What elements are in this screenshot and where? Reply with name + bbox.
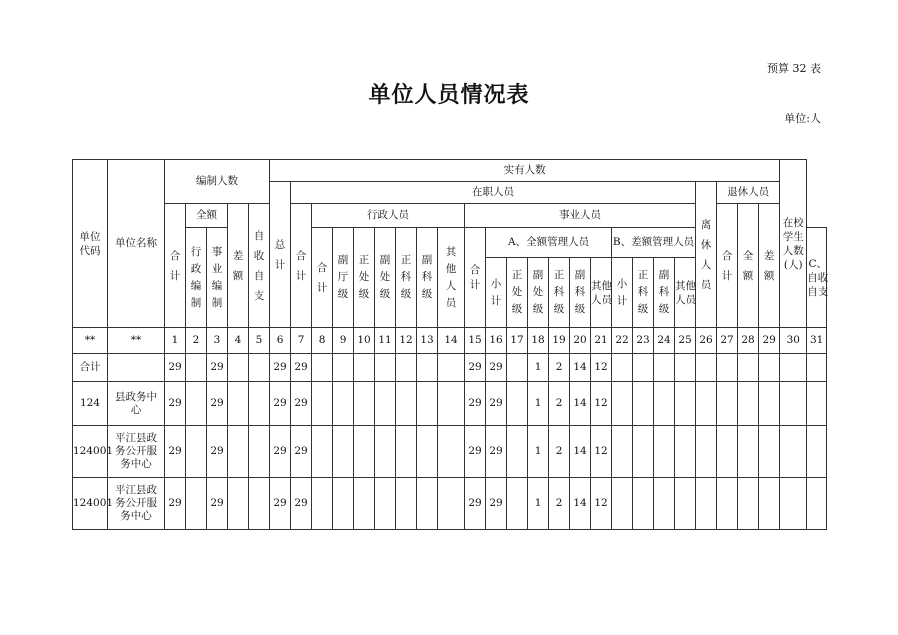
header-b-deputy-section: 副科级 <box>654 258 675 328</box>
column-index-cell: 12 <box>396 328 417 354</box>
value-cell <box>312 426 333 478</box>
header-full-amount: 全额 <box>186 204 228 228</box>
value-cell <box>696 426 717 478</box>
value-cell <box>654 426 675 478</box>
value-cell <box>396 382 417 426</box>
column-index-cell: 11 <box>375 328 396 354</box>
value-cell <box>228 354 249 382</box>
value-cell <box>312 354 333 382</box>
value-cell <box>633 354 654 382</box>
header-a-section-chief: 正科级 <box>549 258 570 328</box>
value-cell: 1 <box>528 478 549 530</box>
column-index-cell: 17 <box>507 328 528 354</box>
value-cell <box>249 478 270 530</box>
column-index-cell: 2 <box>186 328 207 354</box>
value-cell <box>654 478 675 530</box>
table-row <box>73 354 827 382</box>
column-index-cell: 7 <box>291 328 312 354</box>
value-cell <box>807 382 827 426</box>
value-cell: 2 <box>549 426 570 478</box>
column-index-cell: 15 <box>465 328 486 354</box>
header-institution-staff: 事业人员 <box>465 204 696 228</box>
value-cell <box>807 354 827 382</box>
value-cell <box>633 426 654 478</box>
column-index-cell: 22 <box>612 328 633 354</box>
value-cell: 14 <box>570 382 591 426</box>
column-index-cell: 4 <box>228 328 249 354</box>
header-admin-other: 其他人员 <box>438 228 465 328</box>
column-index-cell: 8 <box>312 328 333 354</box>
value-cell: 29 <box>486 382 507 426</box>
value-cell <box>249 354 270 382</box>
table-row <box>73 478 827 530</box>
column-index-cell: 6 <box>270 328 291 354</box>
value-cell <box>675 382 696 426</box>
header-actual: 实有人数 <box>270 160 780 182</box>
header-b-subtotal: 小计 <box>612 258 633 328</box>
value-cell <box>417 382 438 426</box>
value-cell <box>759 426 780 478</box>
header-admin-staffing: 行政编制 <box>186 228 207 328</box>
header-staffing: 编制人数 <box>165 160 270 204</box>
column-index-cell: 29 <box>759 328 780 354</box>
value-cell <box>696 478 717 530</box>
value-cell <box>438 354 465 382</box>
value-cell <box>780 382 807 426</box>
value-cell: 14 <box>570 354 591 382</box>
value-cell <box>507 382 528 426</box>
value-cell <box>675 426 696 478</box>
value-cell: 12 <box>591 478 612 530</box>
value-cell <box>375 354 396 382</box>
value-cell <box>186 354 207 382</box>
value-cell <box>186 478 207 530</box>
unit-name-text: 县政务中心 <box>115 390 157 416</box>
value-cell <box>333 426 354 478</box>
unit-name-text: 平江县政务公开服务中心 <box>115 484 157 522</box>
value-cell: 1 <box>528 354 549 382</box>
unit-label: 单位:人 <box>784 112 821 125</box>
header-a-deputy-section: 副科级 <box>570 258 591 328</box>
header-c-self-funded: C、自收自支 <box>807 228 827 328</box>
header-retired-total: 合计 <box>717 204 738 328</box>
value-cell <box>417 478 438 530</box>
value-cell <box>738 354 759 382</box>
value-cell <box>396 426 417 478</box>
value-cell: 12 <box>591 382 612 426</box>
header-grand-total: 总计 <box>270 182 291 328</box>
value-cell <box>186 382 207 426</box>
unit-name-cell <box>108 354 165 382</box>
value-cell: 1 <box>528 426 549 478</box>
value-cell: 29 <box>270 426 291 478</box>
header-inst-total: 合计 <box>465 228 486 328</box>
value-cell <box>333 478 354 530</box>
column-index-cell: 1 <box>165 328 186 354</box>
column-index-cell: 13 <box>417 328 438 354</box>
value-cell <box>228 426 249 478</box>
column-index-cell: 31 <box>807 328 827 354</box>
value-cell: 1 <box>528 382 549 426</box>
value-cell <box>249 382 270 426</box>
value-cell <box>396 478 417 530</box>
column-index-cell: 20 <box>570 328 591 354</box>
value-cell: 29 <box>165 354 186 382</box>
header-self-funded: 自收自支 <box>249 204 270 328</box>
column-index-cell: 24 <box>654 328 675 354</box>
unit-code-cell: 合计 <box>73 354 108 382</box>
header-deputy-bureau: 副厅级 <box>333 228 354 328</box>
value-cell: 29 <box>486 354 507 382</box>
header-retired-diff: 差额 <box>759 204 780 328</box>
value-cell <box>312 478 333 530</box>
value-cell <box>186 426 207 478</box>
value-cell <box>312 382 333 426</box>
value-cell: 29 <box>291 478 312 530</box>
column-index-cell: 10 <box>354 328 375 354</box>
value-cell <box>228 382 249 426</box>
value-cell: 29 <box>207 426 228 478</box>
value-cell: 29 <box>291 382 312 426</box>
value-cell: 14 <box>570 478 591 530</box>
value-cell: 29 <box>270 382 291 426</box>
value-cell <box>354 478 375 530</box>
index-code: ** <box>73 328 108 354</box>
column-index-row <box>73 328 827 354</box>
value-cell: 29 <box>465 382 486 426</box>
value-cell <box>780 426 807 478</box>
value-cell <box>507 478 528 530</box>
column-index-cell: 5 <box>249 328 270 354</box>
header-admin-staff: 行政人员 <box>312 204 465 228</box>
value-cell <box>375 478 396 530</box>
value-cell: 29 <box>165 478 186 530</box>
value-cell <box>633 382 654 426</box>
value-cell: 12 <box>591 354 612 382</box>
form-number: 预算 32 表 <box>767 62 821 75</box>
header-in-service-total: 合计 <box>291 204 312 328</box>
column-index-cell: 14 <box>438 328 465 354</box>
value-cell: 29 <box>486 478 507 530</box>
value-cell <box>759 478 780 530</box>
value-cell <box>780 478 807 530</box>
header-a-full-mgmt: A、全额管理人员 <box>486 228 612 258</box>
header-deputy-section: 副科级 <box>417 228 438 328</box>
value-cell <box>717 382 738 426</box>
value-cell <box>438 426 465 478</box>
value-cell <box>333 382 354 426</box>
value-cell <box>759 382 780 426</box>
personnel-table <box>72 159 827 530</box>
header-b-other: 其他人员 <box>675 258 696 328</box>
value-cell: 2 <box>549 382 570 426</box>
unit-name-text: 平江县政务公开服务中心 <box>115 432 157 470</box>
table-row <box>73 382 827 426</box>
unit-code-cell: 124001 <box>73 426 108 478</box>
column-index-cell: 30 <box>780 328 807 354</box>
value-cell <box>717 478 738 530</box>
header-a-deputy-division: 副处级 <box>528 258 549 328</box>
header-deputy-division: 副处级 <box>375 228 396 328</box>
value-cell <box>675 354 696 382</box>
value-cell <box>633 478 654 530</box>
header-a-other: 其他人员 <box>591 258 612 328</box>
value-cell <box>654 382 675 426</box>
value-cell <box>612 354 633 382</box>
value-cell: 29 <box>465 354 486 382</box>
value-cell: 29 <box>486 426 507 478</box>
value-cell <box>780 354 807 382</box>
unit-name-cell <box>108 382 165 426</box>
column-index-cell: 19 <box>549 328 570 354</box>
header-a-subtotal: 小计 <box>486 258 507 328</box>
value-cell <box>417 426 438 478</box>
value-cell <box>375 382 396 426</box>
column-index-cell: 28 <box>738 328 759 354</box>
value-cell <box>507 354 528 382</box>
column-index-cell: 9 <box>333 328 354 354</box>
header-a-division-chief: 正处级 <box>507 258 528 328</box>
value-cell: 29 <box>465 426 486 478</box>
header-staffing-total: 合计 <box>165 204 186 328</box>
value-cell <box>717 354 738 382</box>
value-cell <box>375 426 396 478</box>
header-students: 在校学生人数(人) <box>780 160 807 328</box>
column-index-cell: 3 <box>207 328 228 354</box>
header-unit-code: 单位代码 <box>73 160 108 328</box>
value-cell: 29 <box>291 354 312 382</box>
header-retired-off: 离休人员 <box>696 182 717 328</box>
value-cell: 29 <box>207 478 228 530</box>
value-cell <box>438 382 465 426</box>
header-retired-full: 全额 <box>738 204 759 328</box>
value-cell: 29 <box>465 478 486 530</box>
value-cell <box>654 354 675 382</box>
index-name: ** <box>108 328 165 354</box>
value-cell <box>354 354 375 382</box>
header-diff-amount: 差额 <box>228 204 249 328</box>
header-b-diff-mgmt: B、差额管理人员 <box>612 228 696 258</box>
value-cell <box>696 354 717 382</box>
header-b-section-chief: 正科级 <box>633 258 654 328</box>
header-retired: 退休人员 <box>717 182 780 204</box>
unit-name-cell <box>108 478 165 530</box>
value-cell: 29 <box>207 354 228 382</box>
value-cell <box>333 354 354 382</box>
header-institution-staffing: 事业编制 <box>207 228 228 328</box>
value-cell <box>675 478 696 530</box>
header-unit-name: 单位名称 <box>108 160 165 328</box>
value-cell <box>507 426 528 478</box>
value-cell <box>807 426 827 478</box>
value-cell: 12 <box>591 426 612 478</box>
unit-code-cell: 124 <box>73 382 108 426</box>
value-cell: 14 <box>570 426 591 478</box>
value-cell <box>738 426 759 478</box>
column-index-cell: 26 <box>696 328 717 354</box>
page-title: 单位人员情况表 <box>368 83 530 108</box>
value-cell <box>249 426 270 478</box>
value-cell: 2 <box>549 478 570 530</box>
value-cell: 2 <box>549 354 570 382</box>
value-cell: 29 <box>270 478 291 530</box>
column-index-cell: 21 <box>591 328 612 354</box>
value-cell <box>396 354 417 382</box>
value-cell <box>612 478 633 530</box>
column-index-cell: 18 <box>528 328 549 354</box>
header-division-chief: 正处级 <box>354 228 375 328</box>
value-cell <box>612 426 633 478</box>
value-cell <box>738 382 759 426</box>
value-cell: 29 <box>165 426 186 478</box>
column-index-cell: 25 <box>675 328 696 354</box>
header-admin-total: 合计 <box>312 228 333 328</box>
column-index-cell: 23 <box>633 328 654 354</box>
value-cell <box>807 478 827 530</box>
value-cell: 29 <box>270 354 291 382</box>
value-cell <box>228 478 249 530</box>
value-cell <box>717 426 738 478</box>
header-section-chief: 正科级 <box>396 228 417 328</box>
value-cell <box>354 426 375 478</box>
value-cell: 29 <box>165 382 186 426</box>
column-index-cell: 16 <box>486 328 507 354</box>
value-cell <box>612 382 633 426</box>
value-cell <box>696 382 717 426</box>
column-index-cell: 27 <box>717 328 738 354</box>
unit-name-cell <box>108 426 165 478</box>
data-rows <box>73 354 827 530</box>
table-row <box>73 426 827 478</box>
value-cell <box>417 354 438 382</box>
value-cell <box>738 478 759 530</box>
value-cell: 29 <box>291 426 312 478</box>
value-cell <box>438 478 465 530</box>
value-cell <box>759 354 780 382</box>
header-in-service: 在职人员 <box>291 182 696 204</box>
unit-code-cell: 124001 <box>73 478 108 530</box>
value-cell <box>354 382 375 426</box>
value-cell: 29 <box>207 382 228 426</box>
